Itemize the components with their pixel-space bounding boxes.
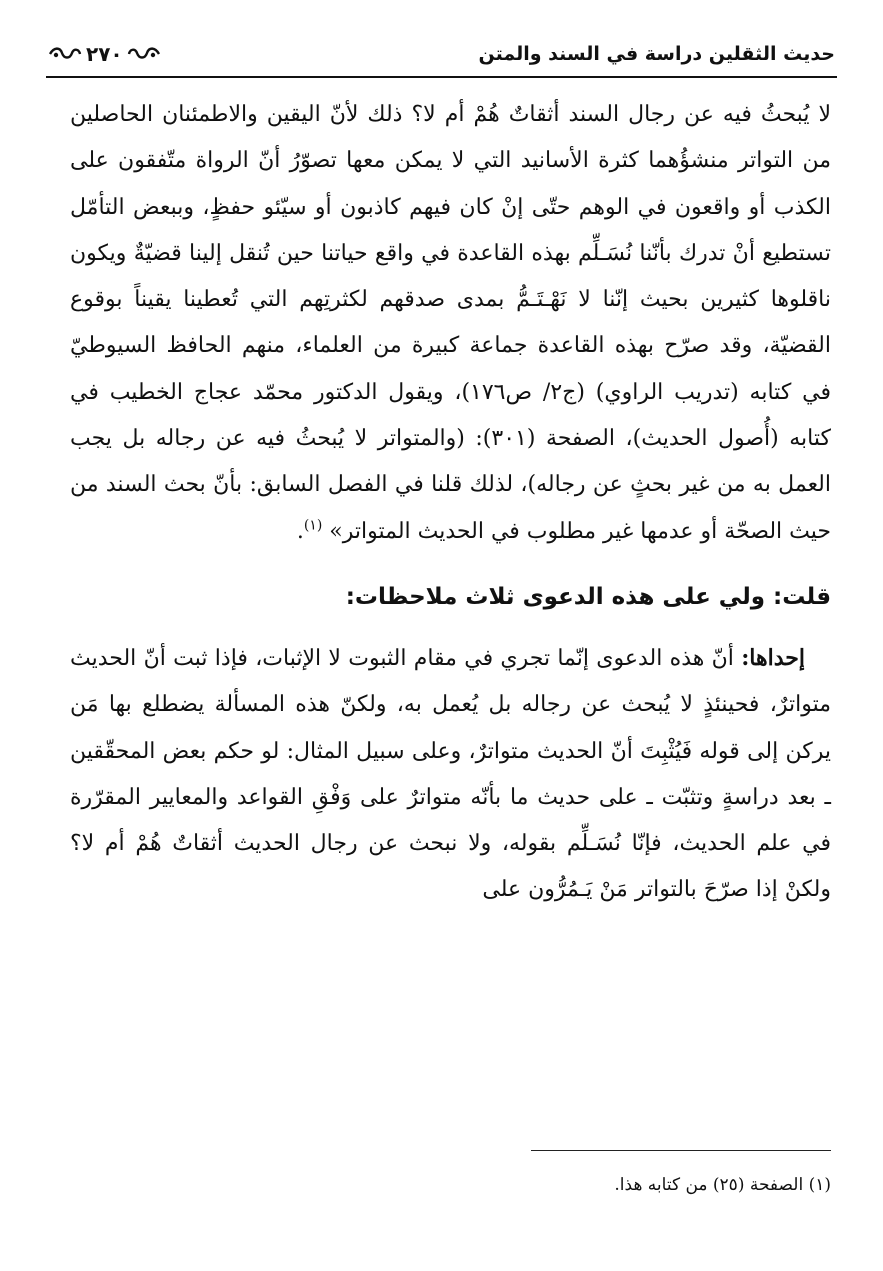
page-body bbox=[70, 92, 831, 914]
paragraph-2-text: أنّ هذه الدعوى إنّما تجري في مقام الثبوت لا الإثبات، فإذا ثبت أنّ الحديث متواترٌ، فحينئذٍ لا يُبحث عن رجاله بل يُعمل به، ولكنّ هذه المسألة يضطلع بها مَن يركن إلى قوله فَيُثْبِتَ أنّ الحديث متواترٌ، وعلى سبيل المثال: لو حكم بعض المحقّقين ـ بعد دراسةٍ وتثبّت ـ على حديث ما بأنّه متواترٌ على وَفْقِ القواعد والمعايير المقرّرة في علم الحديث، فإنّا نُسَـلِّم بقوله، ولا نبحث عن رجال الحديث أثقاتٌ هُمْ أم لا؟ ولكنْ إذا صرّحَ بالتواتر مَنْ يَـمُرُّون على bbox=[70, 645, 831, 903]
footnote-reference[interactable]: (١) bbox=[303, 517, 323, 534]
section-heading: قلت: ولي على هذه الدعوى ثلاث ملاحظات: bbox=[345, 583, 831, 610]
footnote: (١) الصفحة (٢٥) من كتابه هذا. bbox=[614, 1175, 831, 1195]
footnote-separator bbox=[531, 1150, 831, 1151]
page-number-ornament bbox=[48, 42, 161, 66]
paragraph-1 bbox=[70, 92, 831, 555]
paragraph-2-lead: إحداها: bbox=[741, 644, 805, 671]
right-flourish-icon bbox=[127, 45, 161, 63]
header-rule bbox=[46, 76, 837, 78]
page-number: ٢٧٠ bbox=[86, 42, 123, 66]
paragraph-2 bbox=[70, 635, 831, 914]
left-flourish-icon bbox=[48, 45, 82, 63]
running-title: حديث الثقلين دراسة في السند والمتن bbox=[478, 43, 835, 65]
paragraph-1-end: . bbox=[296, 518, 304, 544]
paragraph-1-text: لا يُبحثُ فيه عن رجال السند أثقاتٌ هُمْ أم لا؟ ذلك لأنّ اليقين والاطمئنان الحاصلين من التواتر منشؤُهما كثرة الأسانيد التي لا يمكن معها تصوّرُ أنّ الرواة متّفقون على الكذب أو واقعون في الوهم حتّى إنْ كان فيهم كاذبون أو سيّئو حفظٍ، وببعض التأمّل تستطيع أنْ تدرك بأنّنا نُسَـلِّم بهذه القاعدة في واقع حياتنا حين تُنقل إلينا قضيّةٌ ويكون ناقلوها كثيرين بحيث إنّنا لا نَهْـتَـمُّ بمدى صدقهم لكثرتِهم التي تُعطينا يقيناً بوقوع القضيّة، وقد صرّح بهذه القاعدة جماعة كبيرة من العلماء، منهم الحافظ السيوطيّ في كتابه (تدريب الراوي) (ج٢/ ص١٧٦)، ويقول الدكتور محمّد عجاج الخطيب في كتابه (أُصول الحديث)، الصفحة (٣٠١): (والمتواتر لا يُبحثُ فيه عن رجاله بل يجب العمل به من غير بحثٍ عن رجاله)، لذلك قلنا في الفصل السابق: بأنّ بحث السند من حيث الصحّة أو عدمها غير مطلوب في الحديث المتواتر» bbox=[70, 102, 831, 544]
page-header bbox=[48, 34, 835, 74]
